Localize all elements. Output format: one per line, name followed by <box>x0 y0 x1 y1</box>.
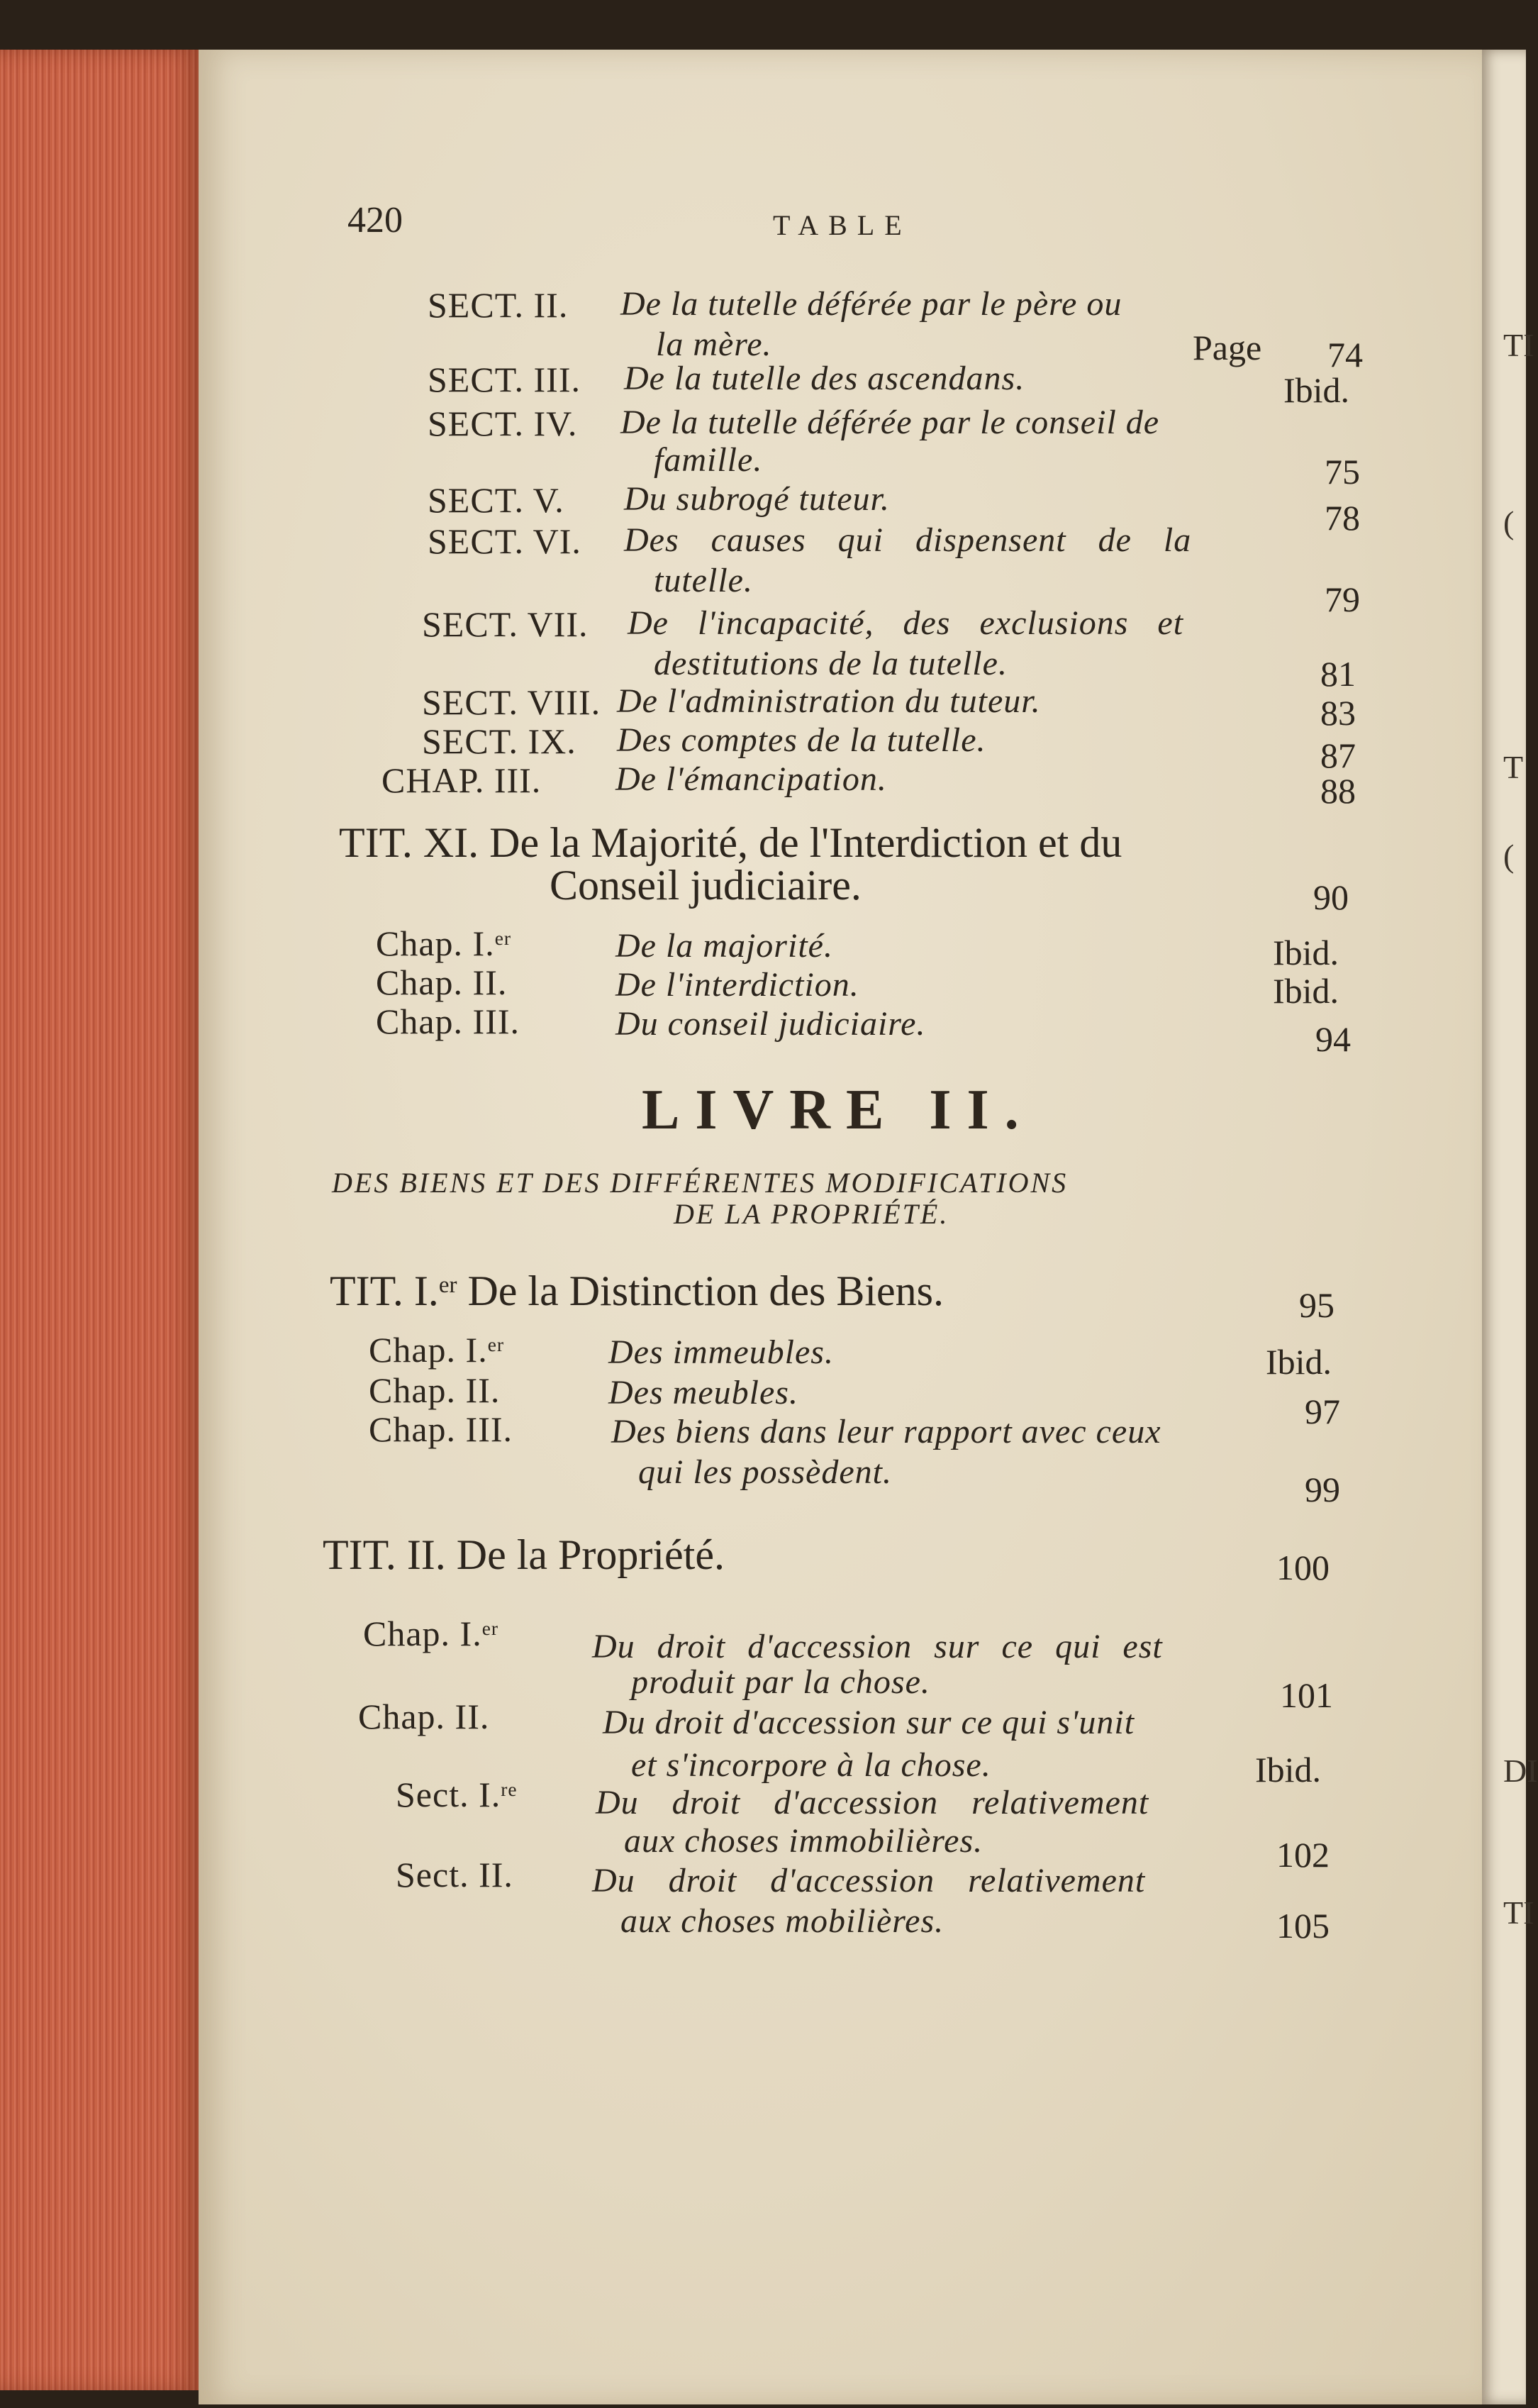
toc-page: 95 <box>1299 1285 1334 1325</box>
toc-page: Ibid. <box>1273 971 1339 1011</box>
toc-page: 90 <box>1313 877 1349 917</box>
toc-text: Des causes qui dispensent de la <box>624 521 1192 559</box>
book-page-edge <box>0 50 202 2390</box>
toc-label: Chap. II. <box>369 1370 501 1410</box>
toc-label: SECT. IV. <box>428 404 578 443</box>
toc-text: destitutions de la tutelle. <box>654 645 1008 682</box>
toc-text: Des immeubles. <box>608 1333 834 1371</box>
toc-page: Ibid. <box>1283 370 1350 410</box>
toc-label: Chap. I.$^{er}$ <box>376 923 512 963</box>
toc-label: Sect. II. <box>396 1855 513 1894</box>
toc-page: 87 <box>1320 736 1356 775</box>
toc-page: 88 <box>1320 771 1356 811</box>
toc-page: 75 <box>1325 452 1360 492</box>
toc-text: la mère. <box>656 326 772 363</box>
toc-page: 79 <box>1325 579 1360 619</box>
toc-page: 94 <box>1315 1019 1351 1059</box>
toc-page: 81 <box>1320 654 1356 694</box>
toc-text: et s'incorpore à la chose. <box>631 1746 991 1784</box>
next-page-fragment: DI <box>1503 1753 1538 1789</box>
toc-text: famille. <box>654 441 763 479</box>
toc-label: SECT. VI. <box>428 521 581 561</box>
toc-page: Ibid. <box>1266 1342 1332 1382</box>
toc-label: CHAP. III. <box>381 760 542 800</box>
book-subtitle: DES BIENS ET DES DIFFÉRENTES MODIFICATIONS <box>332 1167 1069 1199</box>
toc-page: 74 <box>1327 335 1363 374</box>
toc-label: Chap. II. <box>358 1697 490 1736</box>
toc-text: De la majorité. <box>615 927 833 965</box>
title-heading: Conseil judiciaire. <box>550 862 862 909</box>
toc-label: Chap. I.$^{er}$ <box>369 1330 505 1370</box>
toc-label: SECT. II. <box>428 285 569 325</box>
toc-text: Du droit d'accession sur ce qui est <box>592 1628 1163 1665</box>
toc-page: 101 <box>1280 1675 1333 1715</box>
next-page-fragment: TI <box>1503 327 1534 363</box>
toc-text: De l'administration du tuteur. <box>617 682 1041 720</box>
next-page-margin <box>1478 50 1538 2404</box>
toc-label: SECT. V. <box>428 480 564 520</box>
next-page-fragment: ( <box>1503 504 1515 540</box>
toc-text: De la tutelle déférée par le conseil de <box>620 404 1160 441</box>
toc-text: qui les possèdent. <box>638 1453 892 1491</box>
toc-text: Du droit d'accession relativement <box>596 1784 1149 1821</box>
title-heading: TIT. I.$^{er}$ De la Distinction des Biens. <box>330 1267 944 1314</box>
next-page-fragment: TI <box>1503 1894 1534 1931</box>
toc-label: SECT. IX. <box>422 721 576 761</box>
toc-label: SECT. VII. <box>422 604 589 644</box>
toc-label: Chap. III. <box>369 1409 513 1449</box>
toc-text: De la tutelle des ascendans. <box>624 360 1025 397</box>
toc-page: 102 <box>1276 1835 1330 1875</box>
toc-label: Chap. II. <box>376 962 508 1002</box>
toc-text: produit par la chose. <box>631 1663 930 1701</box>
toc-page: 99 <box>1305 1470 1340 1509</box>
toc-label: Sect. I.$^{re}$ <box>396 1775 518 1814</box>
toc-text: tutelle. <box>654 562 753 599</box>
toc-text: De l'interdiction. <box>615 966 859 1004</box>
next-page-fragment: T <box>1503 749 1524 785</box>
toc-page-word: Page <box>1193 328 1262 367</box>
book-heading: LIVRE II. <box>642 1079 1035 1141</box>
toc-label: SECT. VIII. <box>422 682 601 722</box>
toc-page: 97 <box>1305 1392 1340 1431</box>
toc-label: Chap. III. <box>376 1002 520 1041</box>
toc-label: SECT. III. <box>428 360 581 399</box>
running-head: TABLE <box>773 209 912 241</box>
toc-page: Ibid. <box>1273 933 1339 972</box>
title-heading: TIT. XI. De la Majorité, de l'Interdiction et du <box>339 819 1122 866</box>
toc-text: Des biens dans leur rapport avec ceux <box>611 1413 1161 1450</box>
page-number: 420 <box>347 200 403 240</box>
title-heading: TIT. II. De la Propriété. <box>323 1531 725 1578</box>
toc-text: Des meubles. <box>608 1374 798 1411</box>
toc-text: Du droit d'accession sur ce qui s'unit <box>603 1704 1135 1741</box>
toc-text: De l'émancipation. <box>615 760 887 798</box>
toc-text: aux choses mobilières. <box>620 1902 944 1940</box>
toc-text: De la tutelle déférée par le père ou <box>620 285 1122 323</box>
toc-page: 78 <box>1325 498 1360 538</box>
next-page-fragment: ( <box>1503 838 1515 874</box>
toc-label: Chap. I.$^{er}$ <box>363 1614 499 1653</box>
toc-text: Du conseil judiciaire. <box>615 1005 926 1043</box>
toc-text: Du droit d'accession relativement <box>592 1862 1146 1899</box>
toc-text: aux choses immobilières. <box>624 1822 983 1860</box>
toc-text: Du subrogé tuteur. <box>624 480 890 518</box>
toc-page: 83 <box>1320 693 1356 733</box>
toc-text: De l'incapacité, des exclusions et <box>628 604 1184 642</box>
book-subtitle: DE LA PROPRIÉTÉ. <box>674 1198 949 1230</box>
toc-page: Ibid. <box>1255 1750 1322 1790</box>
toc-text: Des comptes de la tutelle. <box>617 721 986 759</box>
toc-page: 100 <box>1276 1548 1330 1587</box>
toc-page: 105 <box>1276 1906 1330 1946</box>
